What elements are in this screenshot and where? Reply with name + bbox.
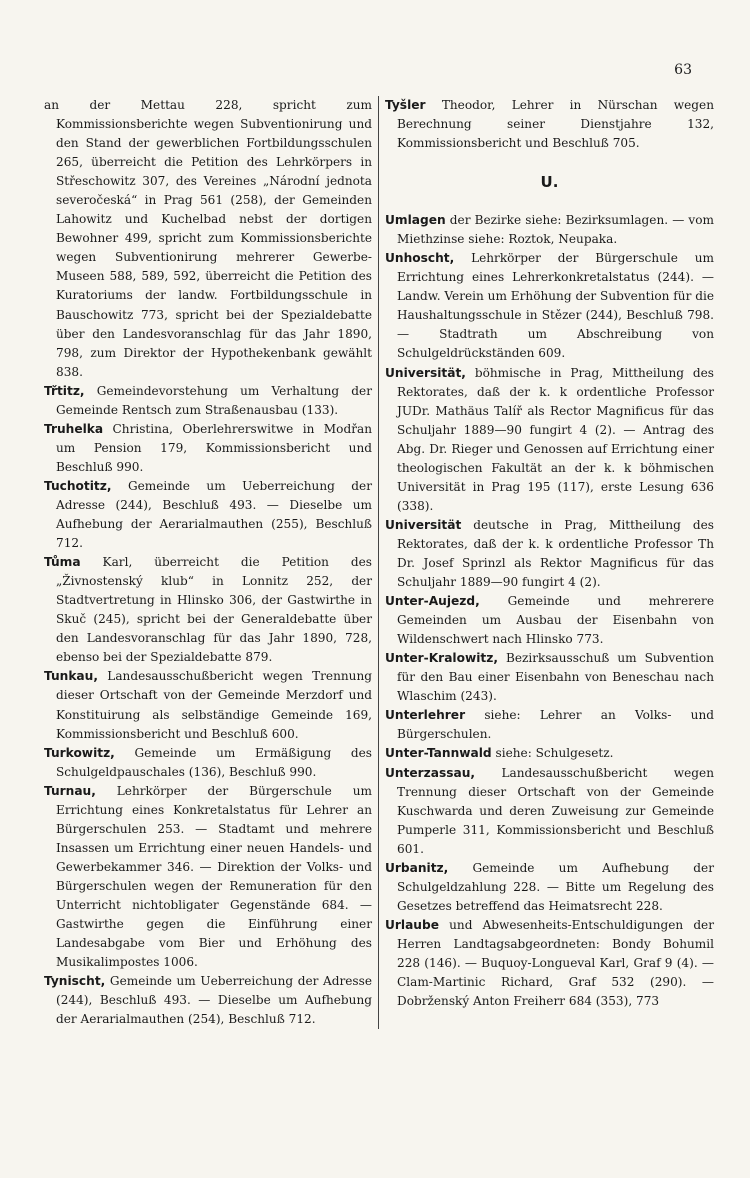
entry-text: der Bezirke siehe: Bezirksumlagen. — vom Miethzinse siehe: Roztok, Neupaka. [397,213,714,247]
entry-heading: Urbanitz, [385,860,449,875]
entry-heading: Universität [385,517,462,532]
entry-heading: Unter-Aujezd, [385,594,480,609]
entry-text: Landesausschußbericht wegen Trennung dieser Ortschaft von der Gemeinde Merzdorf und Konstituirung als selbständige Gemeinde 169, Kommissionsbericht und Beschluß 600. [56,669,372,741]
entry-heading: Urlaube [385,917,439,932]
entry-heading: Unter-Kralowitz, [385,651,498,666]
entry-text: Karl, überreicht die Petition des „Živnostenský klub“ in Lonnitz 252, der Stadtvertretung in Hlinsko 306, der Gastwirthe in Skuč (245), spricht bei der Generaldebatte über den Landesvoranschlag für das Jahr 1890, 728, ebenso bei der Spezialdebatte 879. [56,555,372,665]
entry-text: deutsche in Prag, Mittheilung des Rektorates, daß der k. k ordentliche Professor Th Dr. Josef Sprinzl als Rektor Magnificus für das Schuljahr 1889—90 fungirt 4 (2). [397,517,714,590]
right-column-before-section [385,96,714,153]
index-entry [385,364,714,516]
entry-heading: Universität, [385,365,466,380]
entry-text: Theodor, Lehrer in Nürschan wegen Berechnung seiner Dienstjahre 132, Kommissionsbericht und Beschluß 705. [397,98,714,151]
entry-heading: Turkowitz, [44,745,115,760]
index-entry [44,553,372,667]
index-entry [385,916,714,1011]
entry-text: Gemeinde und mehrerere Gemeinden um Ausbau der Eisenbahn von Wildenschwert nach Hlinsko 773. [397,594,714,647]
entry-heading: Tyšler [385,98,426,112]
index-entry [44,667,372,743]
section-letter: U. [540,173,559,192]
entry-heading: Tunkau, [44,669,98,684]
right-column-after-section [385,211,714,1011]
entry-heading: Unhoscht, [385,251,455,266]
entry-text: Gemeinde um Ueberreichung der Adresse (244), Beschluß 493. — Dieselbe um Aufhebung der Aerarialmauthen (254), Beschluß 712. [56,974,372,1027]
index-entry [385,211,714,249]
entry-text: Lehrkörper der Bürgerschule um Errichtung eines Konkretalstatus für Lehrer an Bürgerschulen 253. — Stadtamt und mehrere Insassen um Errichtung einer neuen Handels- und Gewerbekammer 346. — Direktion der Volks- und Bürgerschulen wegen der Remuneration für den Unterricht nichtobligater Gegenstände 684. — Gastwirthe gegen die Einführung einer Landesabgabe vom Bier und Erhöhung des Musikalimpostes 1006. [56,783,372,970]
entry-text: böhmische in Prag, Mittheilung des Rektorates, daß der k. k ordentliche Professor JUDr. Mathäus Talíř als Rector Magnificus für das Schuljahr 1889—90 fungirt 4 (2). — Antrag des Abg. Dr. Rieger und Genossen auf Errichtung einer theologischen Fakultät an der k. k böhmischen Universität in Prag 195 (117), erste Lesung 636 (338). [397,365,714,513]
entry-text: Bezirksausschuß um Subvention für den Bau einer Eisenbahn von Beneschau nach Wlaschim (243). [397,651,714,704]
entry-text: siehe: Schulgesetz. [495,746,614,761]
index-entry [385,592,714,649]
entry-heading: Unterlehrer [385,708,466,723]
index-entry [385,96,714,153]
index-entry [385,744,714,763]
entry-heading: Třtitz, [44,383,85,398]
entry-heading: Tuchotitz, [44,478,112,493]
left-column [44,96,379,1029]
index-entry [385,859,714,916]
index-entry [385,706,714,744]
index-entry [44,782,372,972]
entry-heading: Truhelka [44,421,104,436]
index-entry [44,420,372,477]
entry-heading: Tůma [44,555,81,570]
right-column [379,96,714,1029]
entry-heading: Turnau, [44,783,96,798]
index-columns [44,96,714,1029]
index-entry [385,649,714,706]
index-entry [44,477,372,553]
entry-text: Gemeinde um Ueberreichung der Adresse (244), Beschluß 493. — Dieselbe um Aufhebung der Aerarialmauthen (255), Beschluß 712. [56,478,372,551]
entry-text: Landesausschußbericht wegen Trennung dieser Ortschaft von der Gemeinde Kuschwarda und deren Zuweisung zur Gemeinde Pumperle 311, Kommissionsbericht und Beschluß 601. [397,765,714,856]
entry-text: Gemeinde um Aufhebung der Schulgeldzahlung 228. — Bitte um Regelung des Gesetzes betreffend das Heimatsrecht 228. [397,860,714,913]
index-entry [44,382,372,420]
index-entry [385,249,714,363]
entry-heading: Unter-Tannwald [385,746,492,761]
index-entry [44,96,372,382]
entry-heading: Unterzassau, [385,765,476,780]
entry-text: Lehrkörper der Bürgerschule um Errichtung eines Lehrerkonkretalstatus (244). — Landw. Verein um Erhöhung der Subvention für die Haushaltungsschule in Stězer (244), Beschluß 798. — Stadtrath um Abschreibung von Schulgeldrückständen 609. [397,251,714,361]
index-entry [44,744,372,782]
entry-text: und Abwesenheits-Entschuldigungen der Herren Landtagsabgeordneten: Bondy Bohumil 228 (146). — Buquoy-Longueval Karl, Graf 9 (4). — Clam-Martinic Richard, Graf 532 (290). — Dobrženský Anton Freiherr 684 (353), 773 [397,917,714,1009]
entry-heading: Tynischt, [44,974,106,989]
entry-text: Christina, Oberlehrerswitwe in Modřan um Pension 179, Kommissionsbericht und Beschluß 990. [56,421,372,474]
entry-text: siehe: Lehrer an Volks- und Bürgerschulen. [397,708,714,742]
index-entry [385,764,714,859]
entry-text: Gemeindevorstehung um Verhaltung der Gemeinde Rentsch zum Straßenausbau (133). [56,383,372,417]
index-entry [385,516,714,592]
entry-text: Gemeinde um Ermäßigung des Schulgeldpauschales (136), Beschluß 990. [56,745,372,779]
entry-heading: Umlagen [385,213,446,228]
entry-text: an der Mettau 228, spricht zum Kommissionsberichte wegen Subventionirung und den Stand der gewerblichen Fortbildungsschulen 265, überreicht die Petition des Lehrkörpers in Střeschowitz 307, des Vereines „Národní jednota severočeská“ in Prag 561 (258), der Gemeinden Lahowitz und Kuchelbad nebst der dortigen Bewohner 499, spricht zum Kommissionsberichte wegen Subventionirung mehrerer Gewerbe-Museen 588, 589, 592, überreicht die Petition des Kuratoriums der landw. Fortbildungsschule in Bauschowitz 773, spricht bei der Spezialdebatte über den Landesvoranschlag für das Jahr 1890, 798, zum Direktor der Hypothekenbank gewählt 838. [44,98,372,379]
index-entry [44,972,372,1029]
page-number: 63 [674,62,692,78]
